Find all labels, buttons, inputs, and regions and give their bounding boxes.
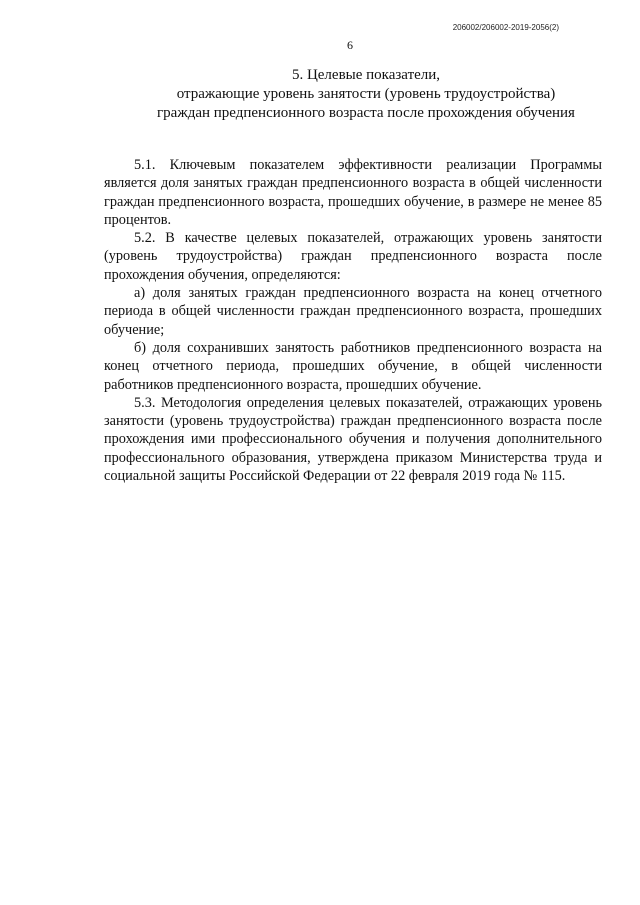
section-body bbox=[104, 156, 602, 485]
page-number: 6 bbox=[347, 38, 353, 52]
paragraph-5-2-a: а) доля занятых граждан предпенсионного возраста на конец отчетного периода в общей численности граждан предпенсионного возраста, прошедших обучение; bbox=[104, 285, 602, 338]
section-title-line-3: граждан предпенсионного возраста после прохождения обучения bbox=[157, 105, 575, 121]
document-id: 206002/206002-2019-2056(2) bbox=[452, 23, 559, 32]
paragraph-5-2-b: б) доля сохранивших занятость работников предпенсионного возраста на конец отчетного периода, прошедших обучение, в общей численности работников предпенсионного возраста, прошедших обучение. bbox=[104, 339, 602, 393]
paragraph-5-3: 5.3. Методология определения целевых показателей, отражающих уровень занятости (уровень трудоустройства) граждан предпенсионного возраста после прохождения ими профессионального обучения и получения дополнительного профессионального образования, утверждена приказом Министерства труда и социальной защиты Российской Федерации от 22 февраля 2019 года № 115. bbox=[104, 394, 602, 485]
section-title-line-2: отражающие уровень занятости (уровень трудоустройства) bbox=[176, 86, 556, 102]
section-title-line-1: 5. Целевые показатели, bbox=[291, 67, 441, 83]
paragraph-5-2: 5.2. В качестве целевых показателей, отражающих уровень занятости (уровень трудоустройства) граждан предпенсионного возраста после прохождения обучения, определяются: bbox=[104, 230, 602, 283]
section-title bbox=[104, 66, 628, 123]
paragraph-5-1: 5.1. Ключевым показателем эффективности реализации Программы является доля занятых граждан предпенсионного возраста в общей численности граждан предпенсионного возраста, прошедших обучение, в размере не менее 85 процентов. bbox=[104, 157, 602, 228]
